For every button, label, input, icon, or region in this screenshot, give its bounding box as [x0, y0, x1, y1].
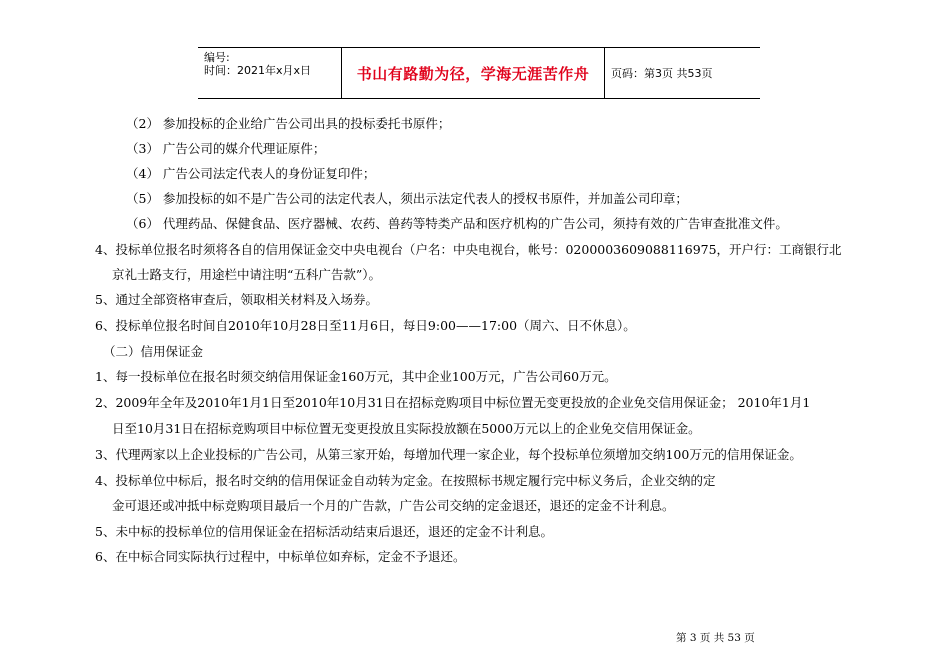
header-page-info: 页码：第3页 共53页: [611, 67, 713, 80]
header-motto: 书山有路勤为径，学海无涯苦作舟: [356, 64, 590, 83]
page-footer: 第 3 页 共 53 页: [676, 632, 755, 644]
header-meta-cell: [198, 48, 342, 98]
header-date-label: 时间：2021年x月x日: [204, 64, 312, 77]
header-number-label: 编号:: [204, 51, 230, 64]
header-motto-cell: [342, 48, 605, 98]
header-table: [198, 47, 760, 99]
paragraph-line: 4、投标单位中标后，报名时交纳的信用保证金自动转为定金。在按照标书规定履行完中标义务后，企业交纳的定: [95, 473, 716, 488]
paragraph-line: （3） 广告公司的媒介代理证原件；: [126, 141, 326, 156]
paragraph-line: （5） 参加投标的如不是广告公司的法定代表人，须出示法定代表人的授权书原件，并加盖公司印章；: [126, 191, 688, 206]
paragraph-line: 1、每一投标单位在报名时须交纳信用保证金160万元，其中企业100万元，广告公司60万元。: [95, 369, 617, 384]
paragraph-line: 金可退还或冲抵中标竞购项目最后一个月的广告款，广告公司交纳的定金退还，退还的定金不计利息。: [112, 498, 675, 513]
paragraph-line: 2、2009年全年及2010年1月1日至2010年10月31日在招标竞购项目中标位置无变更投放的企业免交信用保证金； 2010年1月1: [95, 395, 811, 410]
paragraph-line: 6、在中标合同实际执行过程中，中标单位如弃标，定金不予退还。: [95, 549, 466, 564]
paragraph-line: 日至10月31日在招标竞购项目中标位置无变更投放且实际投放额在5000万元以上的企业免交信用保证金。: [112, 421, 701, 436]
paragraph-line: （2） 参加投标的企业给广告公司出具的投标委托书原件；: [126, 116, 451, 131]
paragraph-line: 3、代理两家以上企业投标的广告公司，从第三家开始，每增加代理一家企业，每个投标单位须增加交纳100万元的信用保证金。: [95, 447, 802, 462]
paragraph-line: 6、投标单位报名时间自2010年10月28日至11月6日，每日9:00——17:00（周六、日不休息）。: [95, 318, 636, 333]
paragraph-line: （6） 代理药品、保健食品、医疗器械、农药、兽药等特类产品和医疗机构的广告公司，须持有效的广告审查批准文件。: [126, 216, 788, 231]
paragraph-line: 京礼士路支行，用途栏中请注明“五科广告款”）。: [112, 267, 382, 282]
header-page-cell: [605, 48, 760, 98]
paragraph-line: 4、投标单位报名时须将各自的信用保证金交中央电视台（户名：中央电视台，帐号：0200003609088116975，开户行：工商银行北: [95, 242, 842, 257]
section-heading: （二）信用保证金: [103, 344, 204, 359]
paragraph-line: 5、未中标的投标单位的信用保证金在招标活动结束后退还，退还的定金不计利息。: [95, 524, 553, 539]
paragraph-line: 5、通过全部资格审查后，领取相关材料及入场券。: [95, 292, 378, 307]
paragraph-line: （4） 广告公司法定代表人的身份证复印件；: [126, 166, 376, 181]
